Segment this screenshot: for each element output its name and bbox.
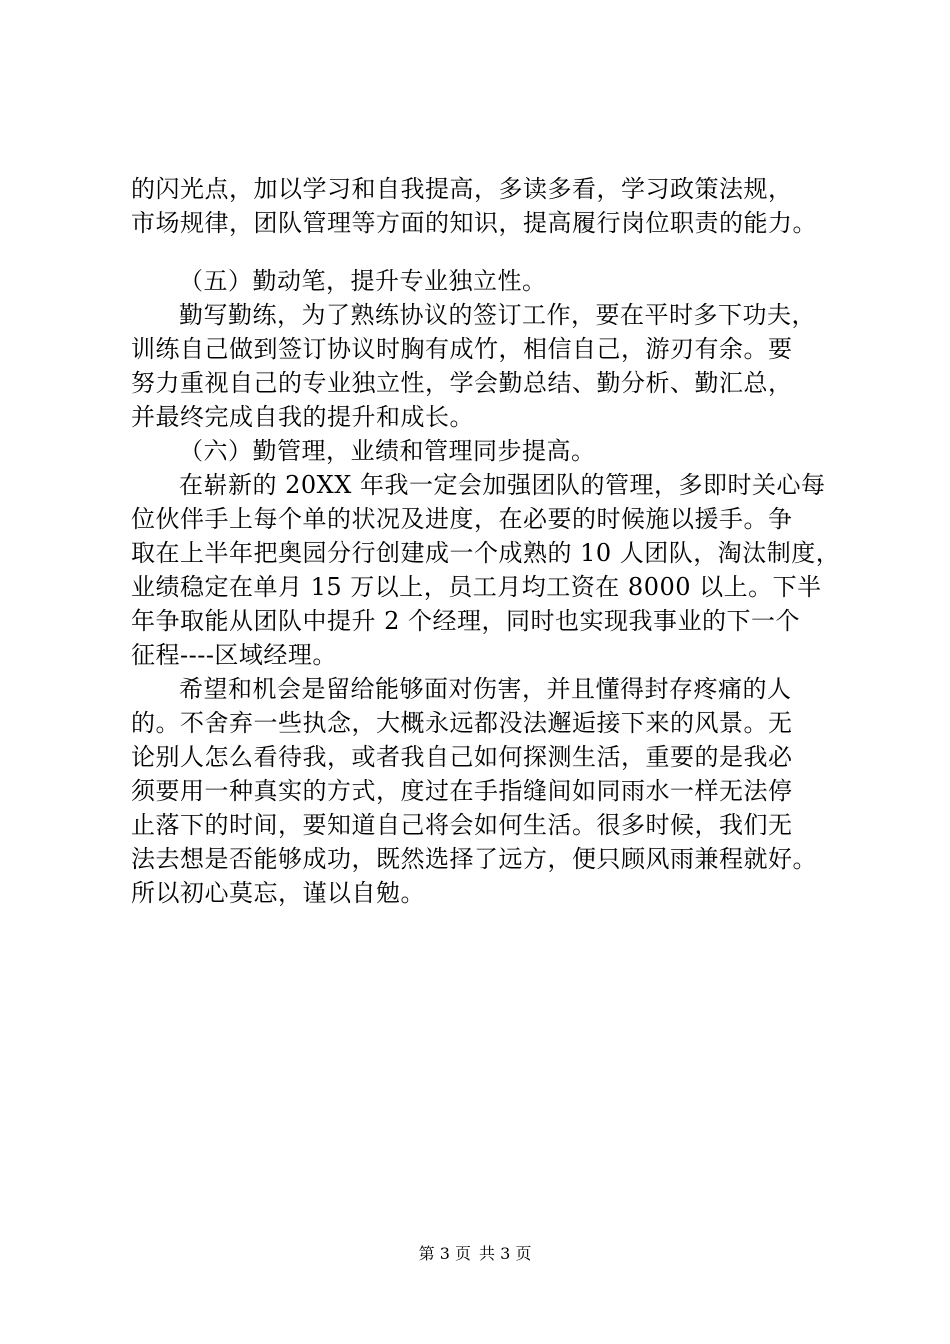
- page-footer: [0, 1243, 950, 1265]
- text-line: 并最终完成自我的提升和成长。: [131, 403, 474, 431]
- paragraph: [131, 298, 851, 434]
- section-heading: [131, 434, 851, 468]
- text-line: 希望和机会是留给能够面对伤害，并且懂得封存疼痛的人: [179, 675, 792, 703]
- text-line: 所以初心莫忘，谨以自勉。: [131, 879, 425, 907]
- text-line: 的。不舍弃一些执念，大概永远都没法邂逅接下来的风景。无: [131, 709, 793, 737]
- text-line: 的闪光点，加以学习和自我提高，多读多看，学习政策法规，: [131, 175, 793, 203]
- text-line: 位伙伴手上每个单的状况及进度，在必要的时候施以援手。争: [131, 505, 793, 533]
- text-line: 取在上半年把奥园分行创建成一个成熟的 10 人团队，淘汰制度，: [131, 539, 841, 567]
- heading-line: （六）勤管理，业绩和管理同步提高。: [179, 437, 596, 465]
- paragraph-gap: [131, 240, 851, 264]
- paragraph: [131, 468, 851, 672]
- text-line: 市场规律，团队管理等方面的知识，提高履行岗位职责的能力。: [131, 209, 817, 237]
- text-line: 法去想是否能够成功，既然选择了远方，便只顾风雨兼程就好。: [131, 845, 817, 873]
- document-body: [131, 172, 851, 910]
- text-line: 业绩稳定在单月 15 万以上，员工月均工资在 8000 以上。下半: [131, 573, 822, 601]
- page-number: 第 3 页: [418, 1244, 471, 1263]
- section-heading: [131, 264, 851, 298]
- text-line: 在崭新的 20XX 年我一定会加强团队的管理，多即时关心每: [179, 471, 826, 499]
- text-line: 努力重视自己的专业独立性，学会勤总结、勤分析、勤汇总，: [131, 369, 793, 397]
- text-line: 训练自己做到签订协议时胸有成竹，相信自己，游刃有余。要: [131, 335, 793, 363]
- heading-line: （五）勤动笔，提升专业独立性。: [179, 267, 547, 295]
- text-line: 论别人怎么看待我，或者我自己如何探测生活，重要的是我必: [131, 743, 793, 771]
- page-total: 共 3 页: [479, 1244, 532, 1263]
- text-line: 勤写勤练，为了熟练协议的签订工作，要在平时多下功夫，: [179, 301, 816, 329]
- text-line: 须要用一种真实的方式，度过在手指缝间如同雨水一样无法停: [131, 777, 793, 805]
- paragraph: [131, 672, 851, 910]
- text-line: 止落下的时间，要知道自己将会如何生活。很多时候，我们无: [131, 811, 793, 839]
- text-line: 征程----区域经理。: [131, 641, 337, 669]
- paragraph: [131, 172, 851, 240]
- text-line: 年争取能从团队中提升 2 个经理，同时也实现我事业的下一个: [131, 607, 801, 635]
